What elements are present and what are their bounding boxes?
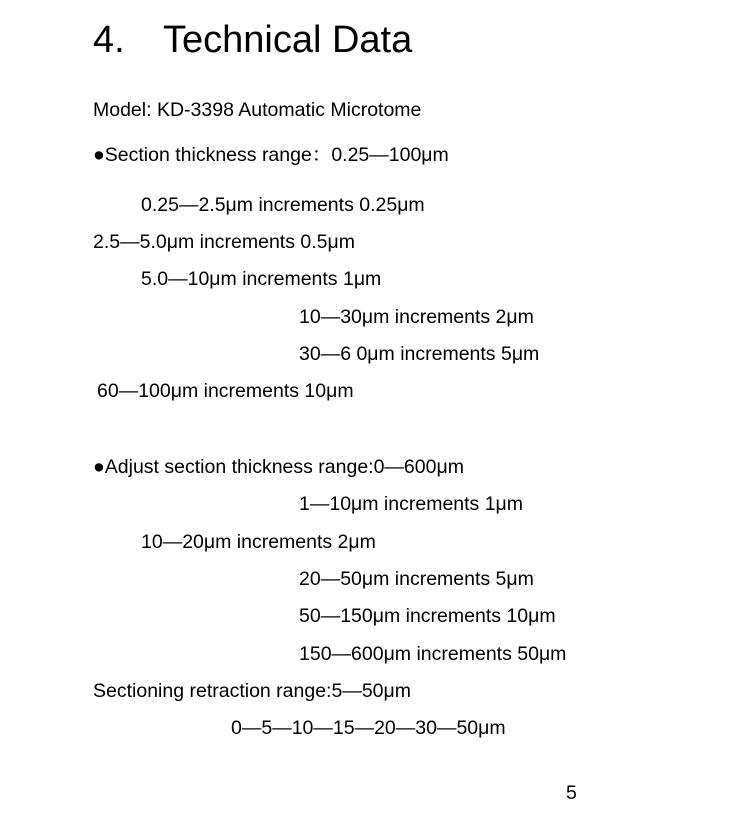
section-title: Technical Data [163, 19, 413, 61]
model-line: Model: KD-3398 Automatic Microtome [93, 99, 422, 121]
section-thickness-increment: 60—100μm increments 10μm [97, 380, 354, 402]
adjust-thickness-increment: 20—50μm increments 5μm [299, 568, 534, 590]
adjust-thickness-title: ●Adjust section thickness range:0—600μm [93, 456, 464, 478]
retraction-values: 0—5—10—15—20—30—50μm [231, 717, 506, 739]
section-thickness-title: ●Section thickness range：0.25—100μm [93, 144, 449, 166]
section-thickness-increment: 5.0—10μm increments 1μm [141, 268, 382, 290]
section-thickness-increment: 0.25—2.5μm increments 0.25μm [141, 194, 425, 216]
section-number: 4. [93, 19, 125, 61]
adjust-thickness-increment: 10—20μm increments 2μm [141, 531, 376, 553]
section-heading [93, 18, 412, 62]
section-thickness-increment: 10—30μm increments 2μm [299, 306, 534, 328]
retraction-title: Sectioning retraction range:5—50μm [93, 680, 411, 702]
section-thickness-increment: 2.5—5.0μm increments 0.5μm [93, 231, 355, 253]
adjust-thickness-increment: 50—150μm increments 10μm [299, 605, 556, 627]
adjust-thickness-increment: 150—600μm increments 50μm [299, 643, 567, 665]
adjust-thickness-increment: 1—10μm increments 1μm [299, 493, 524, 515]
section-thickness-increment: 30—6 0μm increments 5μm [299, 343, 540, 365]
page-number: 5 [566, 782, 577, 804]
